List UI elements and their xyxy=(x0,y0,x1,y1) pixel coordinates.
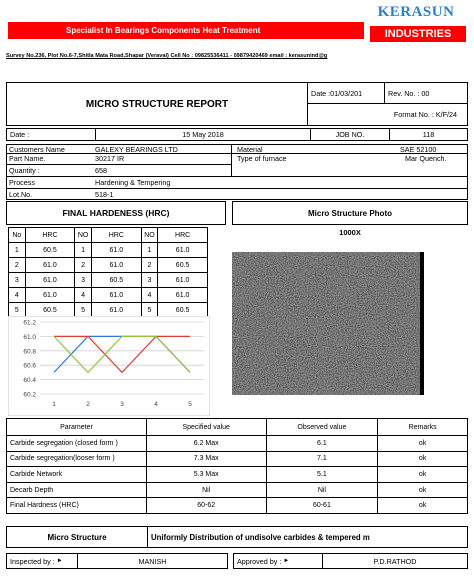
company-logo xyxy=(366,4,466,44)
hardness-title: FINAL HARDENESS (HRC) xyxy=(6,201,226,225)
hardness-header-cell: HRC xyxy=(91,228,141,243)
process-label: Process xyxy=(9,178,35,187)
approved-by-label xyxy=(233,553,323,569)
remarks: ok xyxy=(378,482,468,498)
parameters-header-row xyxy=(7,419,468,436)
hardness-cell: 3 xyxy=(75,273,92,288)
hardness-cell: 5 xyxy=(9,303,26,318)
hardness-cell: 2 xyxy=(9,258,26,273)
hardness-cell: 5 xyxy=(141,303,158,318)
parameters-header-cell: Observed value xyxy=(266,419,378,436)
remarks: ok xyxy=(378,451,468,467)
parameters-header-cell: Specified value xyxy=(146,419,266,436)
table-row xyxy=(9,273,208,288)
y-tick-label: 60.6 xyxy=(23,362,36,370)
remarks: ok xyxy=(378,498,468,514)
hardness-cell: 61.0 xyxy=(158,243,208,258)
y-tick-label: 60.2 xyxy=(23,391,36,399)
micro-structure-value: Uniformly Distribution of undisolve carbides & tempered m xyxy=(147,526,468,548)
hardness-cell: 60.5 xyxy=(25,243,75,258)
hardness-cell: 60.5 xyxy=(91,273,141,288)
header-banner xyxy=(8,22,364,39)
job-label: JOB NO. xyxy=(310,128,390,141)
remarks: ok xyxy=(378,467,468,483)
hardness-cell: 2 xyxy=(141,258,158,273)
hardness-cell: 60.5 xyxy=(158,303,208,318)
hardness-cell: 5 xyxy=(75,303,92,318)
specified-value: 60-62 xyxy=(146,498,266,514)
hardness-cell: 1 xyxy=(141,243,158,258)
observed-value: 5.1 xyxy=(266,467,378,483)
inspected-by-value: MANISH xyxy=(77,553,228,569)
hardness-cell: 3 xyxy=(141,273,158,288)
x-tick-label: 2 xyxy=(86,401,90,408)
hardness-cell: 60.5 xyxy=(25,303,75,318)
hardness-header-cell: NO xyxy=(75,228,92,243)
hardness-cell: 60.5 xyxy=(158,258,208,273)
report-title: MICRO STRUCTURE REPORT xyxy=(6,82,308,126)
parameter-name: Carbide segregation(looser form ) xyxy=(7,451,147,467)
part-label: Part Name. xyxy=(9,154,46,163)
hardness-cell: 2 xyxy=(75,258,92,273)
info-divider-2 xyxy=(6,164,231,165)
observed-value: 6.1 xyxy=(266,436,378,452)
arrow-right-icon: ► xyxy=(56,558,63,564)
material-value: SAE 52100 xyxy=(400,145,437,154)
hardness-cell: 4 xyxy=(9,288,26,303)
remarks: ok xyxy=(378,436,468,452)
inspected-label-text: Inspected by : xyxy=(10,556,55,566)
specified-value: 7.3 Max xyxy=(146,451,266,467)
doc-date: Date :01/03/201 xyxy=(307,82,385,104)
hardness-cell: 61.0 xyxy=(91,288,141,303)
specified-value: Nil xyxy=(146,482,266,498)
photo-edge xyxy=(420,252,424,395)
micro-structure-label: Micro Structure xyxy=(6,526,148,548)
material-label: Material xyxy=(237,145,263,154)
table-row xyxy=(7,467,468,483)
hardness-cell: 61.0 xyxy=(25,288,75,303)
hardness-header-cell: HRC xyxy=(25,228,75,243)
parameters-header-cell: Parameter xyxy=(7,419,147,436)
inspected-by-label xyxy=(6,553,78,569)
parameters-table xyxy=(6,418,468,514)
hardness-cell: 1 xyxy=(75,243,92,258)
y-tick-label: 61.0 xyxy=(23,333,36,341)
observed-value: Nil xyxy=(266,482,378,498)
hardness-cell: 61.0 xyxy=(91,303,141,318)
hardness-table xyxy=(8,227,208,318)
x-tick-label: 3 xyxy=(120,401,124,408)
format-number: Format No. : K/F/24 xyxy=(307,103,468,126)
parameter-name: Decarb Depth xyxy=(7,482,147,498)
quantity-label: Quantity : xyxy=(9,166,40,175)
hardness-header-cell: NO xyxy=(141,228,158,243)
quantity-value: 658 xyxy=(95,166,107,175)
hardness-cell: 61.0 xyxy=(158,273,208,288)
hardness-cell: 3 xyxy=(9,273,26,288)
customer-value: GALEXY BEARINGS LTD xyxy=(95,145,178,154)
hardness-cell: 61.0 xyxy=(91,258,141,273)
specified-value: 6.2 Max xyxy=(146,436,266,452)
y-tick-label: 60.8 xyxy=(23,348,36,356)
table-row xyxy=(7,436,468,452)
hardness-cell: 4 xyxy=(141,288,158,303)
furnace-value: Mar Quench. xyxy=(405,154,447,163)
hardness-chart xyxy=(8,316,210,416)
photo-title: Micro Structure Photo xyxy=(232,201,468,225)
logo-bottom-text: INDUSTRIES xyxy=(370,26,466,42)
approved-label-text: Approved by : xyxy=(237,556,282,566)
hardness-header-cell: HRC xyxy=(158,228,208,243)
table-row xyxy=(9,243,208,258)
approved-by-value: P.D.RATHOD xyxy=(322,553,468,569)
chart-frame xyxy=(8,316,210,416)
observed-value: 60-61 xyxy=(266,498,378,514)
hardness-cell: 61.0 xyxy=(25,273,75,288)
info-divider-3 xyxy=(6,176,468,177)
info-divider-1 xyxy=(6,153,468,154)
y-tick-label: 61.2 xyxy=(23,319,36,327)
hardness-cell: 61.0 xyxy=(25,258,75,273)
hardness-header-cell: No xyxy=(9,228,26,243)
x-tick-label: 4 xyxy=(154,401,158,408)
lot-label: Lot.No. xyxy=(9,190,33,199)
parameter-name: Final Hardness (HRC) xyxy=(7,498,147,514)
table-row xyxy=(9,288,208,303)
parameters-header-cell: Remarks xyxy=(378,419,468,436)
parameter-name: Carbide segregation (closed form ) xyxy=(7,436,147,452)
customer-label: Customers Name xyxy=(9,145,65,154)
hardness-cell: 61.0 xyxy=(91,243,141,258)
furnace-label: Type of furnace xyxy=(237,154,287,163)
y-tick-label: 60.4 xyxy=(23,377,36,385)
table-row xyxy=(7,482,468,498)
micrograph-image xyxy=(232,252,420,395)
info-divider-4 xyxy=(6,188,468,189)
specified-value: 5.3 Max xyxy=(146,467,266,483)
hardness-cell: 1 xyxy=(9,243,26,258)
table-row xyxy=(9,258,208,273)
company-address: Survey No.236, Plot No.6-7,Shitla Mata Road,Shapar (Veraval) Cell No : 09825536411 - 09879420469 email : kerasunind@g xyxy=(6,53,328,59)
x-tick-label: 5 xyxy=(188,401,192,408)
table-row xyxy=(7,451,468,467)
date-label: Date : xyxy=(6,128,96,141)
part-value: 30217 IR xyxy=(95,154,125,163)
x-tick-label: 1 xyxy=(52,401,56,408)
hardness-cell: 61.0 xyxy=(158,288,208,303)
table-row xyxy=(7,498,468,514)
arrow-right-icon: ► xyxy=(283,558,290,564)
date-value: 15 May 2018 xyxy=(95,128,311,141)
parameter-name: Carbide Network xyxy=(7,467,147,483)
observed-value: 7.1 xyxy=(266,451,378,467)
logo-top-text: KERASUN xyxy=(377,4,455,20)
hardness-header-row xyxy=(9,228,208,243)
job-value: 118 xyxy=(389,128,468,141)
info-divider-v xyxy=(231,144,232,176)
revision-number: Rev. No. : 00 xyxy=(384,82,468,104)
hardness-cell: 4 xyxy=(75,288,92,303)
lot-value: 518-1 xyxy=(95,190,114,199)
magnification-label: 1000X xyxy=(339,228,361,237)
banner-text: Specialist In Bearings Components Heat Treatment xyxy=(66,26,261,35)
process-value: Hardening & Tempering xyxy=(95,178,171,187)
